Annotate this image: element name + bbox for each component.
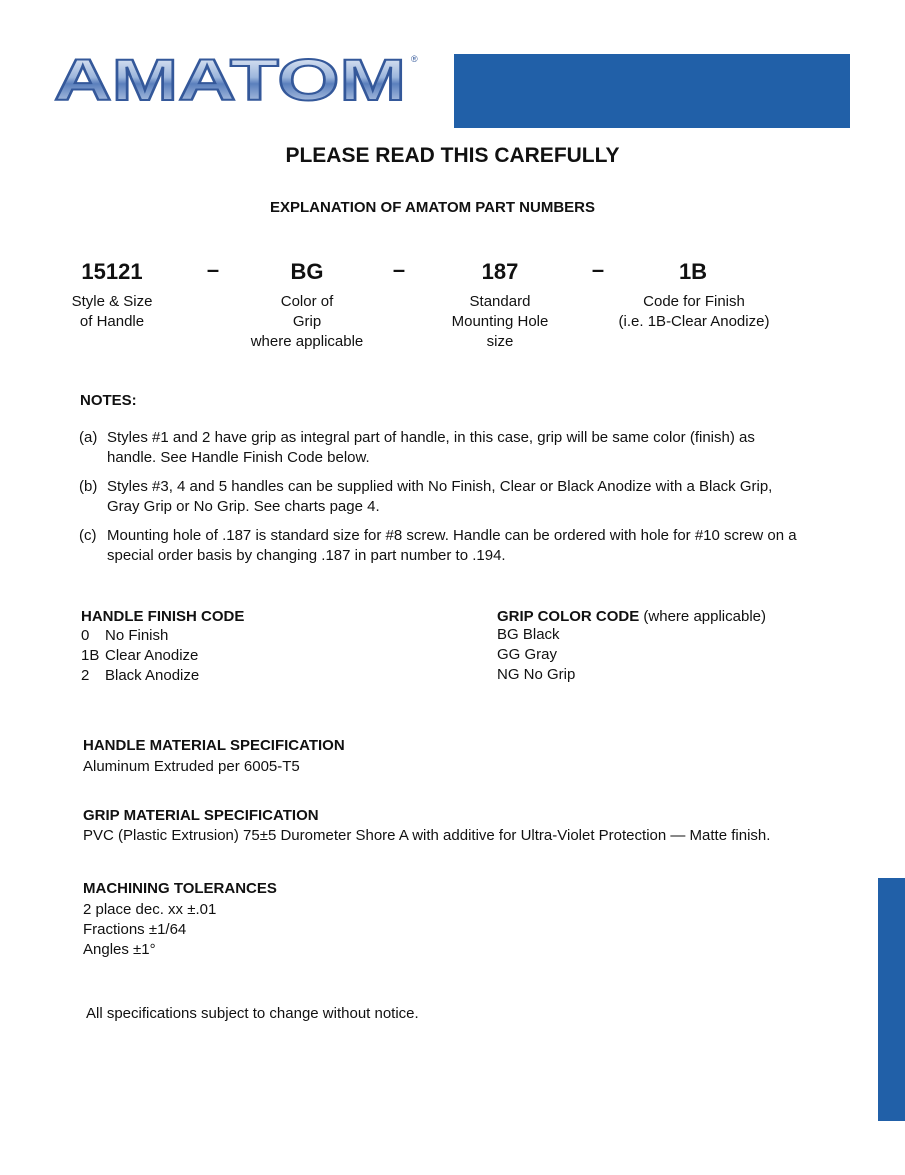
part-desc-line: Style & Size — [71, 293, 153, 310]
page-subtitle: EXPLANATION OF AMATOM PART NUMBERS — [270, 199, 595, 216]
part-desc-grip — [232, 292, 382, 352]
finish-code: 0 — [81, 627, 90, 644]
part-desc-line: Color of — [280, 293, 334, 310]
grip-code: NG — [497, 666, 520, 683]
page-title: PLEASE READ THIS CAREFULLY — [285, 144, 620, 167]
notes-heading: NOTES: — [80, 392, 137, 409]
logo-wordmark: AMATOM — [54, 50, 406, 106]
note-label: (b) — [79, 478, 98, 495]
tolerance-line: Fractions ±1/64 — [83, 921, 187, 938]
part-desc-finish — [598, 292, 790, 332]
registered-mark: ® — [411, 54, 418, 64]
finish-code-list — [81, 626, 199, 686]
tolerance-line: 2 place dec. xx ±.01 — [83, 901, 217, 918]
note-label: (a) — [79, 429, 98, 446]
part-code-style: 15121 — [81, 259, 143, 284]
grip-code-row — [497, 645, 575, 665]
grip-code-heading-note: (where applicable) — [643, 608, 766, 625]
grip-code-row — [497, 625, 575, 645]
grip-label: No Grip — [523, 666, 576, 683]
handle-material-text: Aluminum Extruded per 6005-T5 — [83, 758, 300, 775]
grip-label: Gray — [524, 646, 558, 663]
grip-code-list — [497, 625, 575, 685]
part-code-grip: BG — [290, 259, 324, 284]
handle-material-heading: HANDLE MATERIAL SPECIFICATION — [83, 737, 345, 754]
part-separator: – — [591, 257, 605, 282]
side-page-tab — [878, 878, 905, 1121]
note-item — [79, 526, 799, 566]
note-text: Styles #3, 4 and 5 handles can be supplied with No Finish, Clear or Black Anodize with a Black Grip, Gray Grip or No Grip. See charts page 4. — [107, 478, 773, 515]
part-separator: – — [206, 257, 220, 282]
part-code-hole: 187 — [481, 259, 519, 284]
finish-code: 2 — [81, 667, 90, 684]
finish-label: No Finish — [105, 627, 169, 644]
finish-code-heading: HANDLE FINISH CODE — [81, 608, 245, 625]
part-desc-line: Mounting Hole — [451, 313, 549, 330]
amatom-logo-graphic — [52, 50, 432, 106]
finish-code-row — [81, 646, 199, 666]
amatom-logo — [52, 50, 432, 106]
finish-label: Clear Anodize — [105, 647, 199, 664]
part-desc-line: size — [486, 333, 514, 350]
finish-code-row — [81, 666, 199, 686]
note-item — [79, 477, 799, 517]
grip-code-heading — [497, 608, 766, 625]
part-desc-line: Standard — [469, 293, 531, 310]
grip-code: BG — [497, 626, 519, 643]
grip-code-heading-text: GRIP COLOR CODE — [497, 608, 640, 625]
part-desc-line: Grip — [292, 313, 322, 330]
part-separator: – — [392, 257, 406, 282]
finish-code: 1B — [81, 647, 100, 664]
part-desc-hole — [430, 292, 570, 352]
note-item — [79, 428, 799, 468]
tolerances-list — [83, 900, 216, 960]
grip-material-text: PVC (Plastic Extrusion) 75±5 Durometer Shore A with additive for Ultra-Violet Protection — Matte finish. — [83, 827, 771, 844]
finish-code-row — [81, 626, 199, 646]
disclaimer: All specifications subject to change without notice. — [86, 1005, 419, 1022]
note-text: Styles #1 and 2 have grip as integral part of handle, in this case, grip will be same color (finish) as handle. See Handle Finish Code below. — [107, 429, 755, 466]
grip-code: GG — [497, 646, 521, 663]
grip-label: Black — [522, 626, 560, 643]
part-desc-line: Code for Finish — [643, 293, 745, 310]
note-label: (c) — [79, 527, 97, 544]
finish-label: Black Anodize — [105, 667, 200, 684]
part-desc-line: of Handle — [79, 313, 145, 330]
grip-code-row — [497, 665, 575, 685]
part-desc-line: (i.e. 1B-Clear Anodize) — [618, 313, 770, 330]
grip-material-heading: GRIP MATERIAL SPECIFICATION — [83, 807, 319, 824]
part-desc-line: where applicable — [250, 333, 364, 350]
note-text: Mounting hole of .187 is standard size for #8 screw. Handle can be ordered with hole for #10 screw on a special order basis by changing .187 in part number to .194. — [107, 527, 797, 564]
part-desc-style — [50, 292, 174, 332]
tolerance-line: Angles ±1° — [83, 941, 156, 958]
tolerances-heading: MACHINING TOLERANCES — [83, 880, 277, 897]
part-code-finish: 1B — [678, 259, 708, 284]
header-blue-banner — [454, 54, 850, 128]
